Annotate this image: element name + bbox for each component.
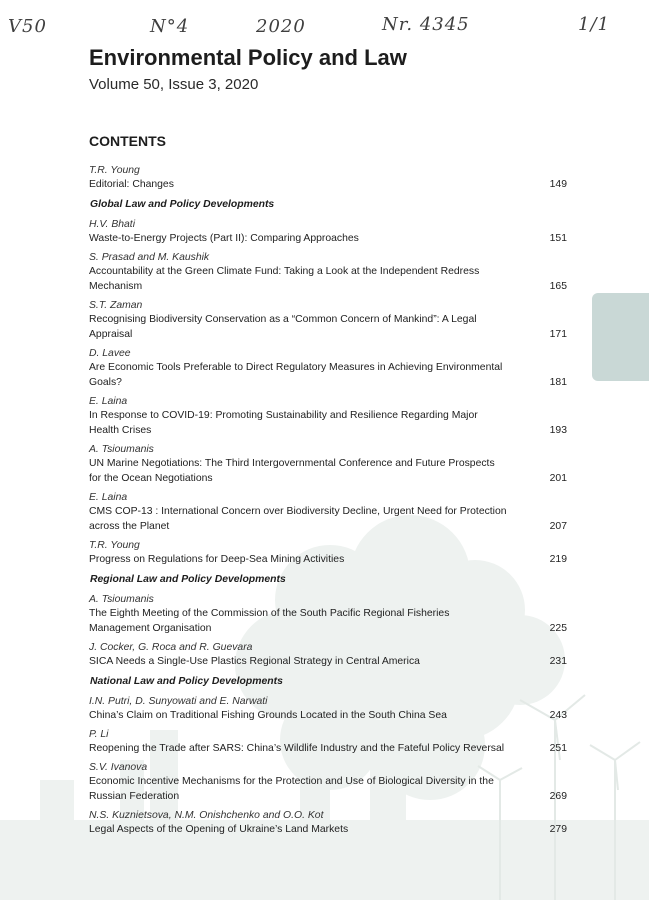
entry-title: Legal Aspects of the Opening of Ukraine’s Land Markets bbox=[89, 824, 349, 835]
entry-author: S.V. Ivanova bbox=[89, 762, 148, 773]
entry-page: 231 bbox=[549, 656, 567, 667]
toc-entry bbox=[89, 593, 569, 636]
handwritten-fraction-note: 1/1 bbox=[578, 14, 610, 35]
toc-entry bbox=[89, 761, 569, 804]
toc-entry bbox=[89, 164, 569, 192]
entry-title: China’s Claim on Traditional Fishing Grounds Located in the South China Sea bbox=[89, 710, 447, 721]
entry-author: A. Tsioumanis bbox=[89, 444, 154, 455]
entry-page: 269 bbox=[549, 791, 567, 802]
journal-title: Environmental Policy and Law bbox=[89, 45, 407, 70]
entry-author: D. Lavee bbox=[89, 348, 131, 359]
entry-page: 201 bbox=[549, 473, 567, 484]
toc-entry bbox=[89, 395, 569, 438]
entry-title: Recognising Biodiversity Conservation as a “Common Concern of Mankind”: A Legal Appraisal bbox=[89, 314, 477, 340]
entry-page: 151 bbox=[549, 233, 567, 244]
entry-author: I.N. Putri, D. Sunyowati and E. Narwati bbox=[89, 696, 268, 707]
entry-page: 219 bbox=[549, 554, 567, 565]
entry-author: N.S. Kuznietsova, N.M. Onishchenko and O.O. Kot bbox=[89, 810, 324, 821]
toc-entry bbox=[89, 443, 569, 486]
handwritten-year-note: 2020 bbox=[256, 16, 306, 37]
toc-entry bbox=[89, 539, 569, 567]
entry-page: 251 bbox=[549, 743, 567, 754]
toc-entry bbox=[89, 491, 569, 534]
contents-heading: CONTENTS bbox=[89, 133, 166, 149]
volume-issue-line: Volume 50, Issue 3, 2020 bbox=[89, 76, 259, 93]
toc-entry bbox=[89, 809, 569, 837]
toc-entry bbox=[89, 728, 569, 756]
page-edge-tab bbox=[592, 293, 649, 381]
entry-page: 225 bbox=[549, 623, 567, 634]
entry-page: 193 bbox=[549, 425, 567, 436]
entry-page: 171 bbox=[549, 329, 567, 340]
section-heading-national: National Law and Policy Developments bbox=[90, 676, 283, 687]
entry-title: CMS COP-13 : International Concern over Biodiversity Decline, Urgent Need for Protection across the Planet bbox=[89, 506, 507, 532]
section-heading-global: Global Law and Policy Developments bbox=[90, 199, 275, 210]
toc-entry bbox=[89, 695, 569, 723]
toc-entry bbox=[89, 299, 569, 342]
entry-page: 207 bbox=[549, 521, 567, 532]
entry-title: Economic Incentive Mechanisms for the Protection and Use of Biological Diversity in the Russian Federation bbox=[89, 776, 494, 802]
toc-entry bbox=[89, 347, 569, 390]
entry-page: 149 bbox=[549, 179, 567, 190]
entry-title: The Eighth Meeting of the Commission of the South Pacific Regional Fisheries Management Organisation bbox=[89, 608, 450, 634]
entry-title: UN Marine Negotiations: The Third Intergovernmental Conference and Future Prospects for the Ocean Negotiations bbox=[89, 458, 495, 484]
handwritten-number-note: Nr. 4345 bbox=[382, 14, 470, 35]
entry-page: 243 bbox=[549, 710, 567, 721]
entry-author: J. Cocker, G. Roca and R. Guevara bbox=[89, 642, 253, 653]
entry-author: P. Li bbox=[89, 729, 109, 740]
entry-page: 181 bbox=[549, 377, 567, 388]
handwritten-volume-note: V50 bbox=[8, 16, 47, 37]
entry-title: Reopening the Trade after SARS: China’s Wildlife Industry and the Fateful Policy Reversal bbox=[89, 743, 505, 754]
entry-author: S. Prasad and M. Kaushik bbox=[89, 252, 210, 263]
entry-author: H.V. Bhati bbox=[89, 219, 136, 230]
entry-title: Editorial: Changes bbox=[89, 179, 174, 190]
entry-title: In Response to COVID-19: Promoting Sustainability and Resilience Regarding Major Health Crises bbox=[89, 410, 478, 436]
entry-author: E. Laina bbox=[89, 396, 128, 407]
handwritten-issue-note: N°4 bbox=[150, 16, 190, 37]
entry-author: A. Tsioumanis bbox=[89, 594, 154, 605]
section-heading-regional: Regional Law and Policy Developments bbox=[90, 574, 286, 585]
entry-page: 165 bbox=[549, 281, 567, 292]
entry-page: 279 bbox=[549, 824, 567, 835]
toc-entry bbox=[89, 251, 569, 294]
entry-title: Waste-to-Energy Projects (Part II): Comparing Approaches bbox=[89, 233, 359, 244]
entry-title: Are Economic Tools Preferable to Direct Regulatory Measures in Achieving Environmental Goals? bbox=[89, 362, 503, 388]
toc-entry bbox=[89, 641, 569, 669]
entry-author: T.R. Young bbox=[89, 165, 140, 176]
entry-title: Accountability at the Green Climate Fund: Taking a Look at the Independent Redress Mechanism bbox=[89, 266, 480, 292]
entry-author: E. Laina bbox=[89, 492, 128, 503]
table-of-contents bbox=[89, 164, 569, 842]
entry-author: S.T. Zaman bbox=[89, 300, 143, 311]
entry-title: Progress on Regulations for Deep-Sea Mining Activities bbox=[89, 554, 345, 565]
entry-title: SICA Needs a Single-Use Plastics Regional Strategy in Central America bbox=[89, 656, 420, 667]
entry-author: T.R. Young bbox=[89, 540, 140, 551]
toc-entry bbox=[89, 218, 569, 246]
